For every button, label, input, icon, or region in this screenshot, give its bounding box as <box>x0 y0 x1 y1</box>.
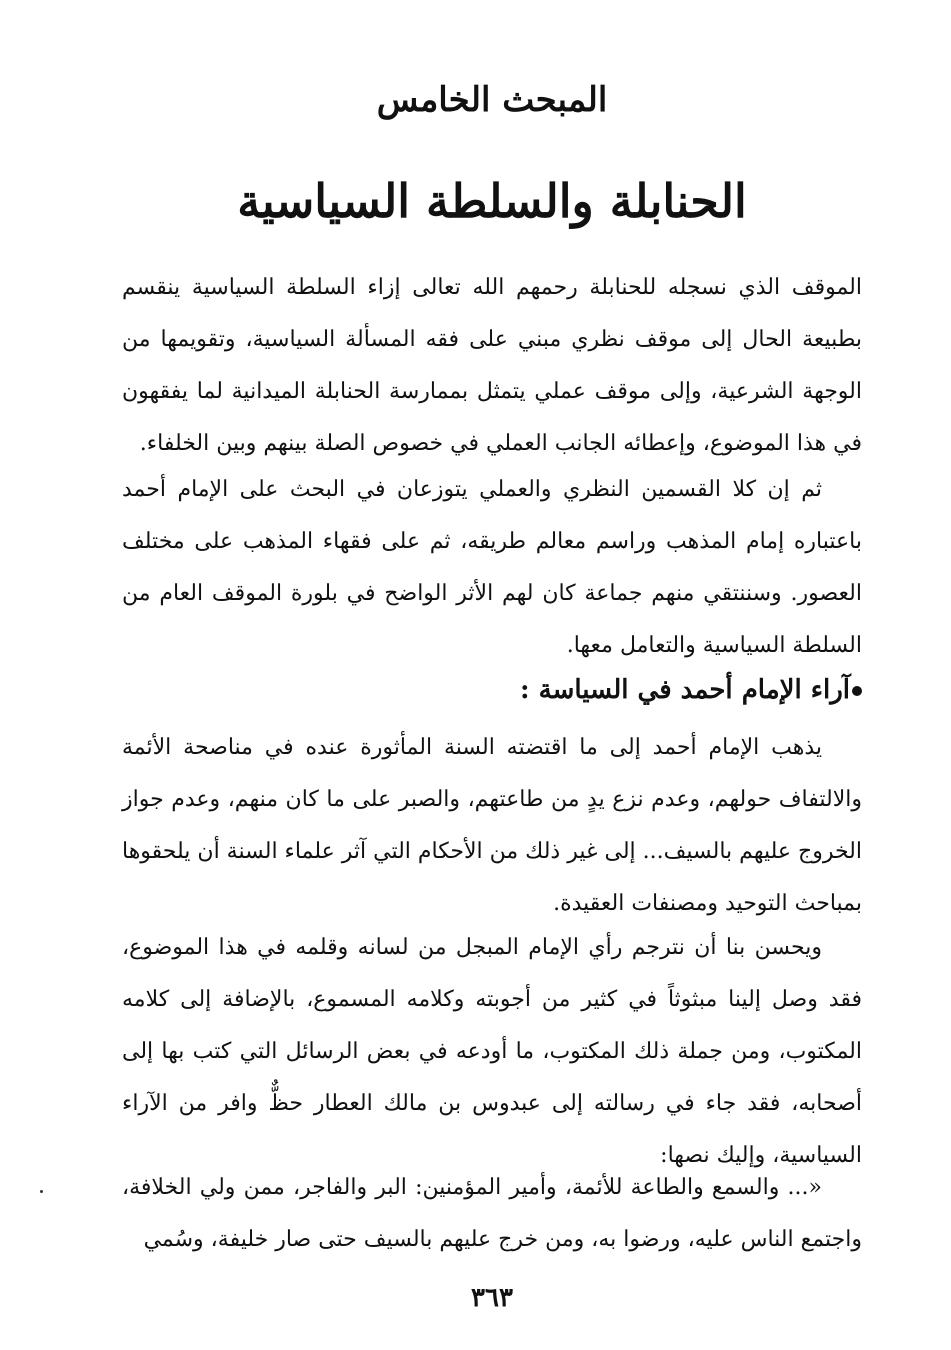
chapter-title: الحنابلة والسلطة السياسية <box>237 174 747 228</box>
section-heading <box>122 664 862 716</box>
paragraph-imam-view: يذهب الإمام أحمد إلى ما اقتضته السنة المأثورة عنده في مناصحة الأئمة والالتفاف حولهم، وعدم نزع يدٍ من طاعتهم، والصبر على ما كان منهم، وعدم جواز الخروج عليهم بالسيف... إلى غير ذلك من الأحكام التي آثر علماء السنة أن يلحقوها بمباحث التوحيد ومصنفات العقيدة. <box>122 735 862 916</box>
paragraph-division: ثم إن كلا القسمين النظري والعملي يتوزعان في البحث على الإمام أحمد باعتباره إمام المذهب وراسم معالم طريقه، ثم على فقهاء المذهب على مختلف العصور. وسننتقي منهم جماعة كان لهم الأثر الواضح في بلورة الموقف العام من السلطة السياسية والتعامل معها. <box>122 477 862 658</box>
book-page <box>122 0 862 1350</box>
chapter-label: المبحث الخامس <box>376 80 608 120</box>
paragraph-intro: الموقف الذي نسجله للحنابلة رحمهم الله تعالى إزاء السلطة السياسية ينقسم بطبيعة الحال إلى موقف نظري مبني على فقه المسألة السياسية، وتقويمها من الوجهة الشرعية، وإلى موقف عملي يتمثل بممارسة الحنابلة الميدانية لما يفقهون في هذا الموضوع، وإعطائه الجانب العملي في خصوص الصلة بينهم وبين الخلفاء. <box>122 275 862 456</box>
section-heading-text: آراء الإمام أحمد في السياسة : <box>520 675 850 705</box>
bullet-icon <box>852 686 862 696</box>
page-number: ٣٦٣ <box>471 1283 513 1313</box>
scan-speck <box>40 1190 43 1193</box>
paragraph-quote: «... والسمع والطاعة للأئمة، وأمير المؤمنين: البر والفاجر، ممن ولي الخلافة، واجتمع الناس عليه، ورضوا به، ومن خرج عليهم بالسيف حتى صار خليفة، وسُمي <box>122 1175 862 1252</box>
paragraph-letter-intro: ويحسن بنا أن نترجم رأي الإمام المبجل من لسانه وقلمه في هذا الموضوع، فقد وصل إلينا مبثوثاً في كثير من أجوبته وكلامه المسموع، بالإضافة إلى كلامه المكتوب، ومن جملة ذلك المكتوب، ما أودعه في بعض الرسائل التي كتب بها إلى أصحابه، فقد جاء في رسالته إلى عبدوس بن مالك العطار حظٌّ وافر من الآراء السياسية، وإليك نصها: <box>122 935 862 1168</box>
